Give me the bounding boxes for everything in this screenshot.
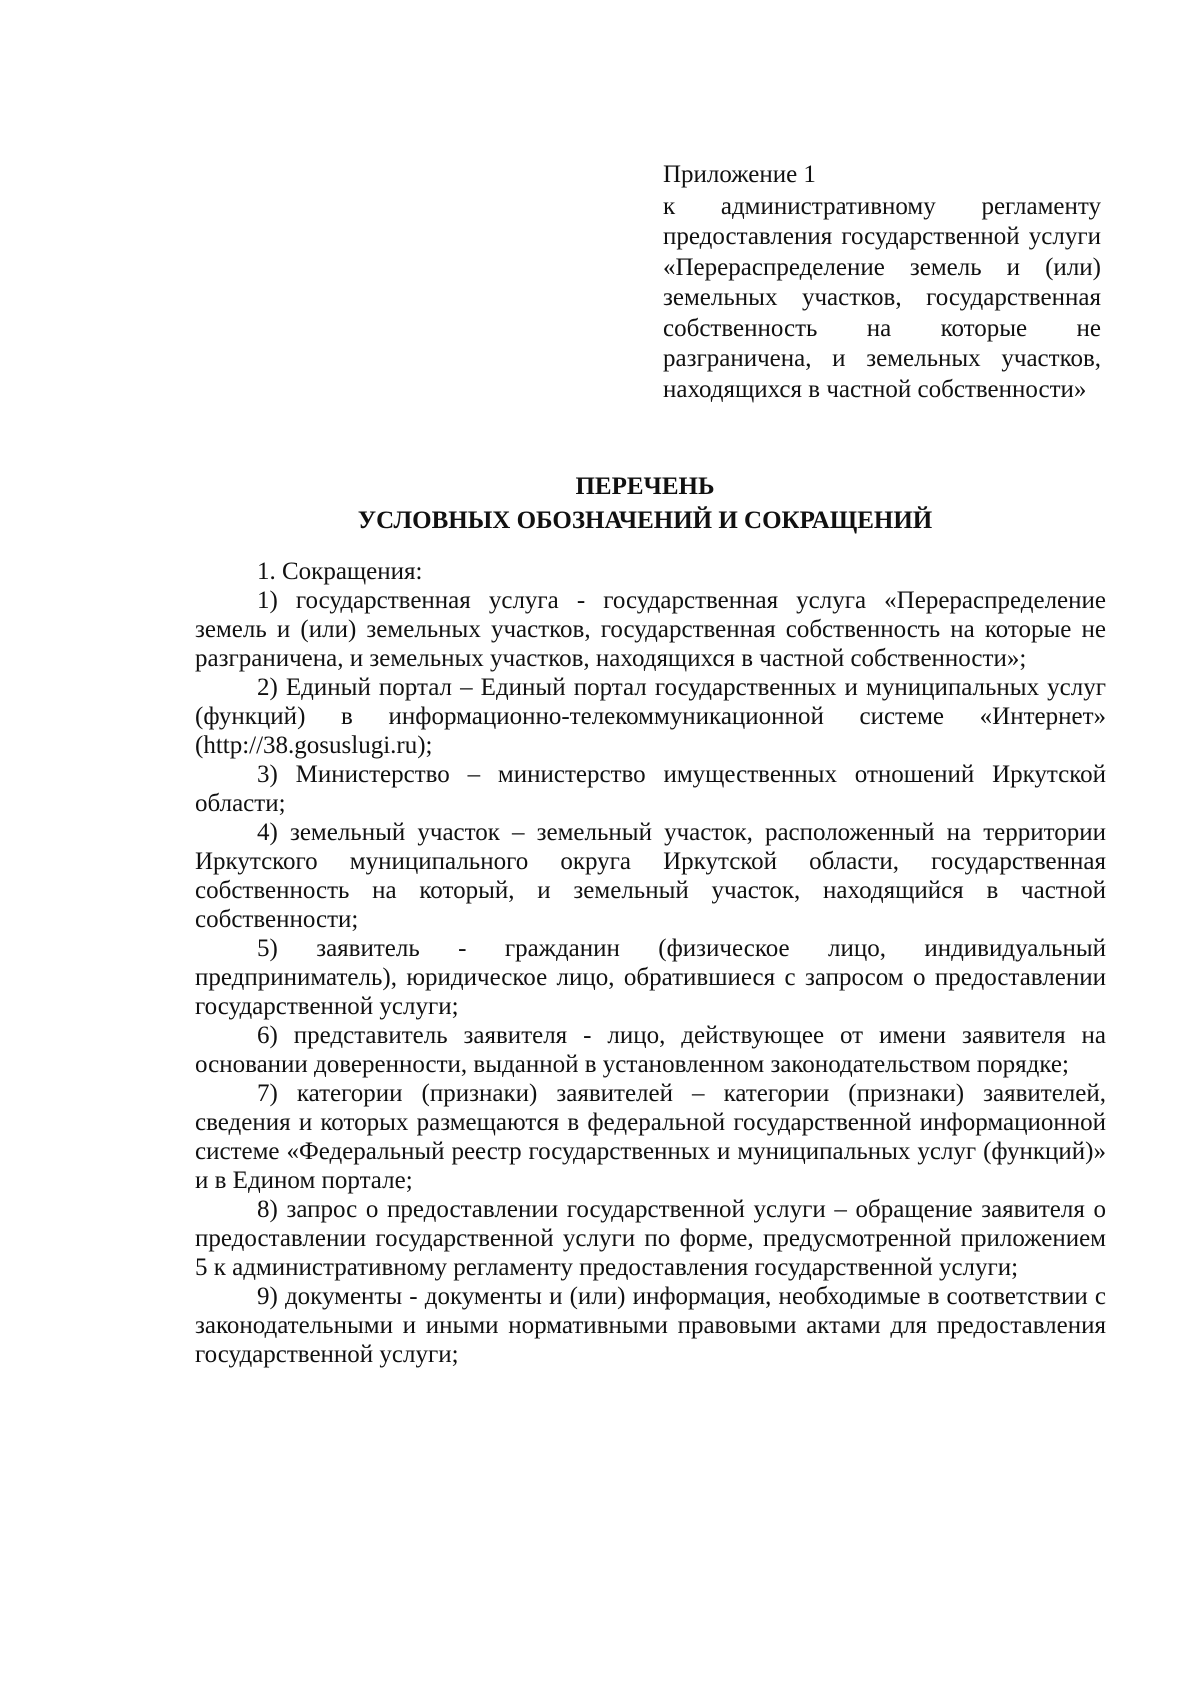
list-item-5: 5) заявитель - гражданин (физическое лицо, индивидуальный предприниматель), юридическое лицо, обратившиеся с запросом о предоставлении государственной услуги; (195, 935, 1106, 1020)
list-item-3: 3) Министерство – министерство имущественных отношений Иркутской области; (195, 761, 1106, 817)
heading-line-2: УСЛОВНЫХ ОБОЗНАЧЕНИЙ И СОКРАЩЕНИЙ (357, 507, 933, 534)
document-body (195, 557, 1106, 1369)
appendix-block (663, 160, 1101, 405)
list-item-2: 2) Единый портал – Единый портал государственных и муниципальных услуг (функций) в информационно-телекоммуникационной системе «Интернет» (http://38.gosuslugi.ru); (195, 674, 1106, 759)
list-item-4: 4) земельный участок – земельный участок, расположенный на территории Иркутского муниципального округа Иркутской области, государственная собственность на который, и земельный участок, находящийся в частной собственности; (195, 819, 1106, 933)
list-item-6: 6) представитель заявителя - лицо, действующее от имени заявителя на основании доверенности, выданной в установленном законодательством порядке; (195, 1022, 1106, 1078)
list-item-8: 8) запрос о предоставлении государственной услуги – обращение заявителя о предоставлении государственной услуги по форме, предусмотренной приложением 5 к административному регламенту предоставления государственной услуги; (195, 1196, 1106, 1281)
list-item-1: 1) государственная услуга - государственная услуга «Перераспределение земель и (или) земельных участков, государственная собственность на которые не разграничена, и земельных участков, находящихся в частной собственности»; (195, 587, 1106, 672)
list-item-9: 9) документы - документы и (или) информация, необходимые в соответствии с законодательными и иными нормативными правовыми актами для предоставления государственной услуги; (195, 1283, 1106, 1368)
section-title: 1. Сокращения: (257, 558, 423, 585)
heading-line-1: ПЕРЕЧЕНЬ (575, 473, 715, 500)
appendix-title: Приложение 1 (663, 161, 816, 188)
document-heading (180, 470, 1110, 538)
list-item-7: 7) категории (признаки) заявителей – категории (признаки) заявителей, сведения и которых размещаются в федеральной государственной информационной системе «Федеральный реестр государственных и муниципальных услуг (функций)» и в Едином портале; (195, 1080, 1106, 1194)
appendix-text: к административному регламенту предоставления государственной услуги «Перераспределение земель и (или) земельных участков, государственная собственность на которые не разграничена, и земельных участков, находящихся в частной собственности» (663, 192, 1101, 403)
